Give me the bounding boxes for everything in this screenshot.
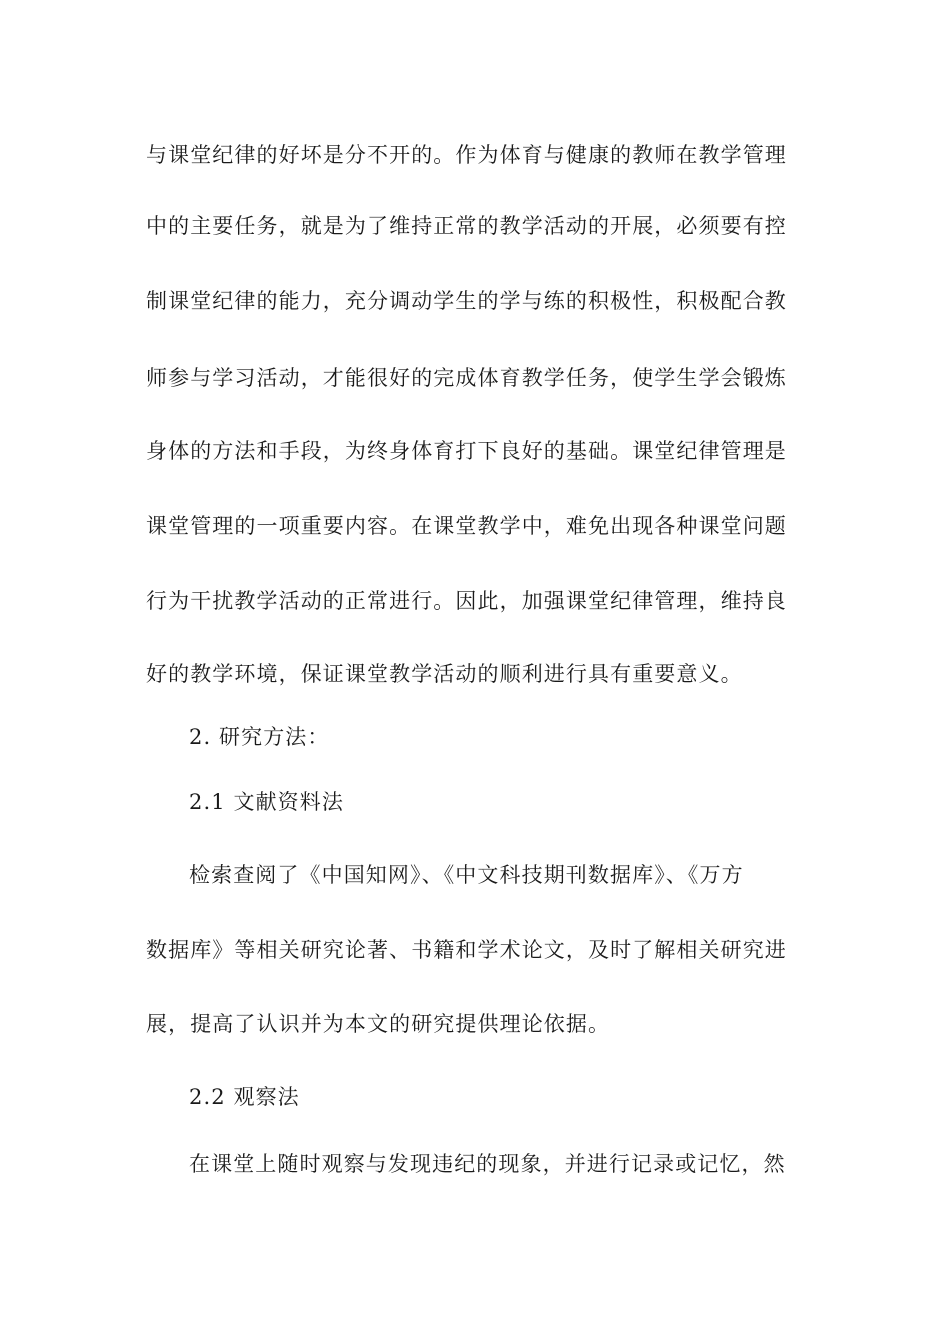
subsection-heading: 2.2 观察法 — [189, 1085, 300, 1109]
subsection-heading: 2.1 文献资料法 — [189, 790, 344, 814]
paragraph-line: 在课堂上随时观察与发现违纪的现象，并进行记录或记忆，然 — [189, 1152, 786, 1176]
paragraph-line: 行为干扰教学活动的正常进行。因此，加强课堂纪律管理，维持良 — [146, 589, 787, 613]
paragraph-line: 师参与学习活动，才能很好的完成体育教学任务，使学生学会锻炼 — [146, 366, 787, 390]
paragraph-line: 中的主要任务，就是为了维持正常的教学活动的开展，必须要有控 — [146, 214, 787, 238]
paragraph-line: 与课堂纪律的好坏是分不开的。作为体育与健康的教师在教学管理 — [146, 143, 787, 167]
section-heading: 2. 研究方法： — [189, 725, 330, 749]
paragraph-line: 制课堂纪律的能力，充分调动学生的学与练的积极性，积极配合教 — [146, 289, 787, 313]
paragraph-line: 展，提高了认识并为本文的研究提供理论依据。 — [146, 1012, 611, 1036]
paragraph-line: 检索查阅了《中国知网》、《中文科技期刊数据库》、《万方 — [189, 863, 744, 887]
paragraph-line: 数据库》等相关研究论著、书籍和学术论文，及时了解相关研究进 — [146, 938, 787, 962]
paragraph-line: 好的教学环境，保证课堂教学活动的顺利进行具有重要意义。 — [146, 662, 743, 686]
paragraph-line: 课堂管理的一项重要内容。在课堂教学中，难免出现各种课堂问题 — [146, 514, 787, 538]
paragraph-line: 身体的方法和手段，为终身体育打下良好的基础。课堂纪律管理是 — [146, 439, 787, 463]
